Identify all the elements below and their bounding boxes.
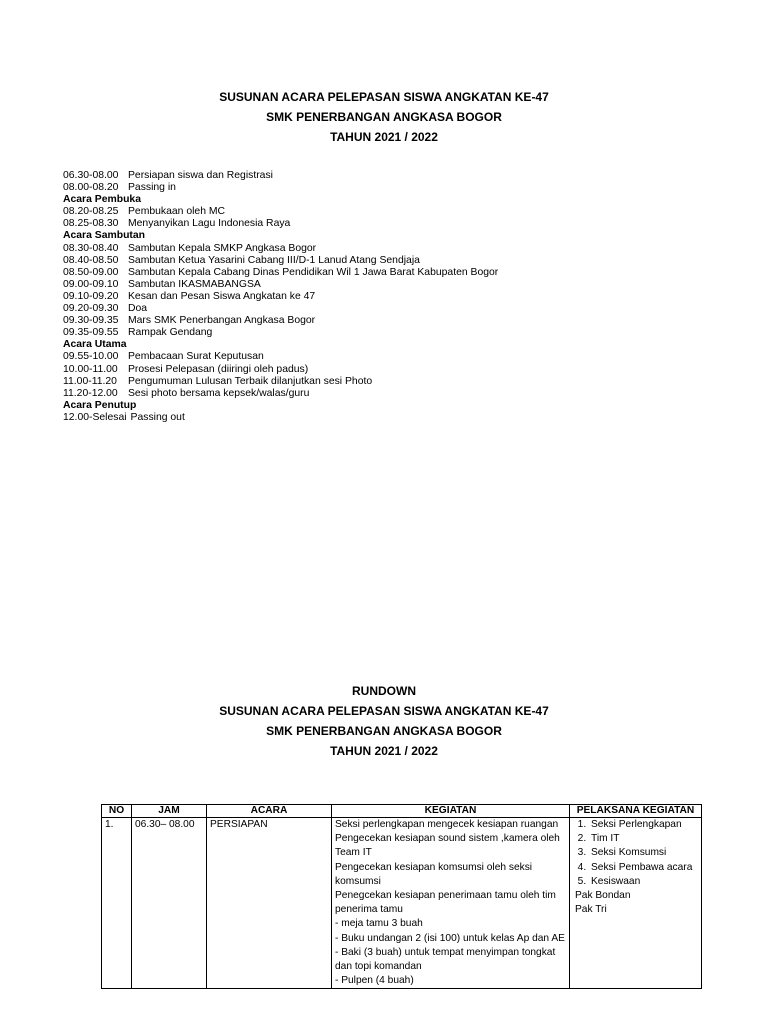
schedule-item (63, 364, 723, 376)
schedule-activity: Menyanyikan Lagu Indonesia Raya (128, 218, 291, 230)
schedule-item (63, 279, 723, 291)
schedule-item (63, 388, 723, 400)
schedule-time: 09.00-09.10 (63, 278, 119, 290)
table-row (102, 818, 702, 989)
schedule-item (63, 327, 723, 339)
schedule-activity: Kesan dan Pesan Siswa Angkatan ke 47 (128, 290, 316, 302)
schedule-item (63, 376, 723, 388)
schedule-section-heading: Acara Penutup (63, 399, 137, 411)
schedule-activity: Rampak Gendang (128, 327, 213, 339)
schedule-item (63, 255, 723, 267)
schedule-item (63, 303, 723, 315)
schedule-activity: Sambutan Kepala Cabang Dinas Pendidikan Wil 1 Jawa Barat Kabupaten Bogor (128, 266, 499, 278)
pelaksana-item: 3. Seksi Komsumsi (589, 846, 698, 860)
column-header-pelaksana: PELAKSANA KEGIATAN (570, 805, 702, 818)
schedule-section-heading: Acara Pembuka (63, 194, 141, 206)
schedule-time: 06.30-08.00 (63, 170, 119, 181)
schedule-time: 08.30-08.40 (63, 242, 119, 254)
schedule-time: 12.00-Selesai (63, 411, 127, 423)
pelaksana-item: 2. Tim IT (589, 832, 698, 846)
schedule-item (63, 291, 723, 303)
rundown-title-line-3: TAHUN 2021 / 2022 (330, 744, 438, 758)
schedule-item (63, 267, 723, 279)
schedule-time: 08.00-08.20 (63, 182, 119, 194)
rundown-title-line-2: SMK PENERBANGAN ANGKASA BOGOR (266, 724, 502, 738)
schedule-section-heading: Acara Sambutan (63, 230, 145, 242)
schedule-activity: Sambutan IKASMABANGSA (128, 278, 261, 290)
document-title-line-2: SMK PENERBANGAN ANGKASA BOGOR (266, 110, 502, 124)
cell-no: 1. (102, 818, 132, 989)
column-header-jam: JAM (132, 805, 207, 818)
pelaksana-item: 5. Kesiswaan (589, 875, 698, 889)
rundown-title-line-1: SUSUNAN ACARA PELEPASAN SISWA ANGKATAN KE-47 (219, 704, 549, 718)
column-header-no: NO (102, 805, 132, 818)
pelaksana-person: Pak Bondan (575, 890, 631, 902)
schedule-time: 09.20-09.30 (63, 303, 119, 315)
kegiatan-line: Seksi perlengkapan mengecek kesiapan ruangan (335, 819, 559, 830)
schedule-item (63, 218, 723, 230)
schedule-section-heading: Acara Utama (63, 339, 127, 351)
schedule-activity: Passing in (128, 182, 176, 194)
rundown-table (101, 804, 702, 989)
schedule-activity: Passing out (130, 411, 185, 423)
cell-pelaksana (570, 818, 702, 989)
document-title-line-1: SUSUNAN ACARA PELEPASAN SISWA ANGKATAN KE-47 (219, 90, 549, 104)
pelaksana-item: 1. Seksi Perlengkapan (589, 818, 698, 832)
kegiatan-line: Pengecekan kesiapan komsumsi oleh seksi komsumsi (335, 861, 533, 887)
schedule-item (63, 243, 723, 255)
schedule-activity: Sesi photo bersama kepsek/walas/guru (128, 387, 310, 399)
column-header-acara: ACARA (207, 805, 332, 818)
column-header-kegiatan: KEGIATAN (332, 805, 570, 818)
pelaksana-person: Pak Tri (575, 904, 607, 916)
kegiatan-line: - Pulpen (4 buah) (335, 975, 414, 987)
schedule-activity: Mars SMK Penerbangan Angkasa Bogor (128, 315, 316, 327)
schedule-time: 09.30-09.35 (63, 315, 119, 327)
schedule-activity: Prosesi Pelepasan (diiringi oleh padus) (128, 363, 309, 375)
kegiatan-line: Penegcekan kesiapan penerimaan tamu oleh tim penerima tamu (335, 890, 556, 916)
schedule-time: 08.25-08.30 (63, 218, 119, 230)
schedule-activity: Doa (128, 303, 148, 315)
pelaksana-item: 4. Seksi Pembawa acara (589, 861, 698, 875)
schedule-list (63, 170, 723, 424)
cell-acara: PERSIAPAN (207, 818, 332, 989)
document-title-line-3: TAHUN 2021 / 2022 (330, 130, 438, 144)
schedule-time: 09.10-09.20 (63, 290, 119, 302)
schedule-item (63, 206, 723, 218)
table-header-row (102, 805, 702, 818)
schedule-item (63, 170, 723, 182)
pelaksana-list (573, 818, 698, 889)
schedule-activity: Pengumuman Lulusan Terbaik dilanjutkan sesi Photo (128, 375, 373, 387)
schedule-item (63, 412, 723, 424)
schedule-time: 08.20-08.25 (63, 206, 119, 218)
schedule-item (63, 351, 723, 363)
schedule-activity: Pembukaan oleh MC (128, 206, 226, 218)
schedule-time: 11.00-11.20 (63, 375, 117, 387)
kegiatan-line: - Buku undangan 2 (isi 100) untuk kelas Ap dan AE (335, 932, 565, 944)
schedule-activity: Persiapan siswa dan Registrasi (128, 170, 273, 181)
kegiatan-line: - meja tamu 3 buah (335, 918, 423, 930)
schedule-time: 09.35-09.55 (63, 327, 119, 339)
schedule-time: 08.50-09.00 (63, 266, 119, 278)
rundown-title: RUNDOWN (352, 684, 416, 698)
kegiatan-line: - Baki (3 buah) untuk tempat menyimpan tongkat dan topi komandan (335, 946, 556, 973)
schedule-time: 11.20-12.00 (63, 387, 118, 399)
schedule-activity: Sambutan Ketua Yasarini Cabang III/D-1 Lanud Atang Sendjaja (128, 254, 420, 266)
schedule-item (63, 315, 723, 327)
schedule-time: 08.40-08.50 (63, 254, 119, 266)
schedule-activity: Sambutan Kepala SMKP Angkasa Bogor (128, 242, 317, 254)
schedule-item (63, 182, 723, 194)
kegiatan-line: Pengecekan kesiapan sound sistem ,kamera oleh Team IT (335, 833, 560, 859)
cell-jam: 06.30– 08.00 (132, 818, 207, 989)
schedule-time: 10.00-11.00 (63, 363, 118, 375)
schedule-time: 09.55-10.00 (63, 351, 119, 363)
cell-kegiatan (332, 818, 570, 989)
schedule-activity: Pembacaan Surat Keputusan (128, 351, 264, 363)
